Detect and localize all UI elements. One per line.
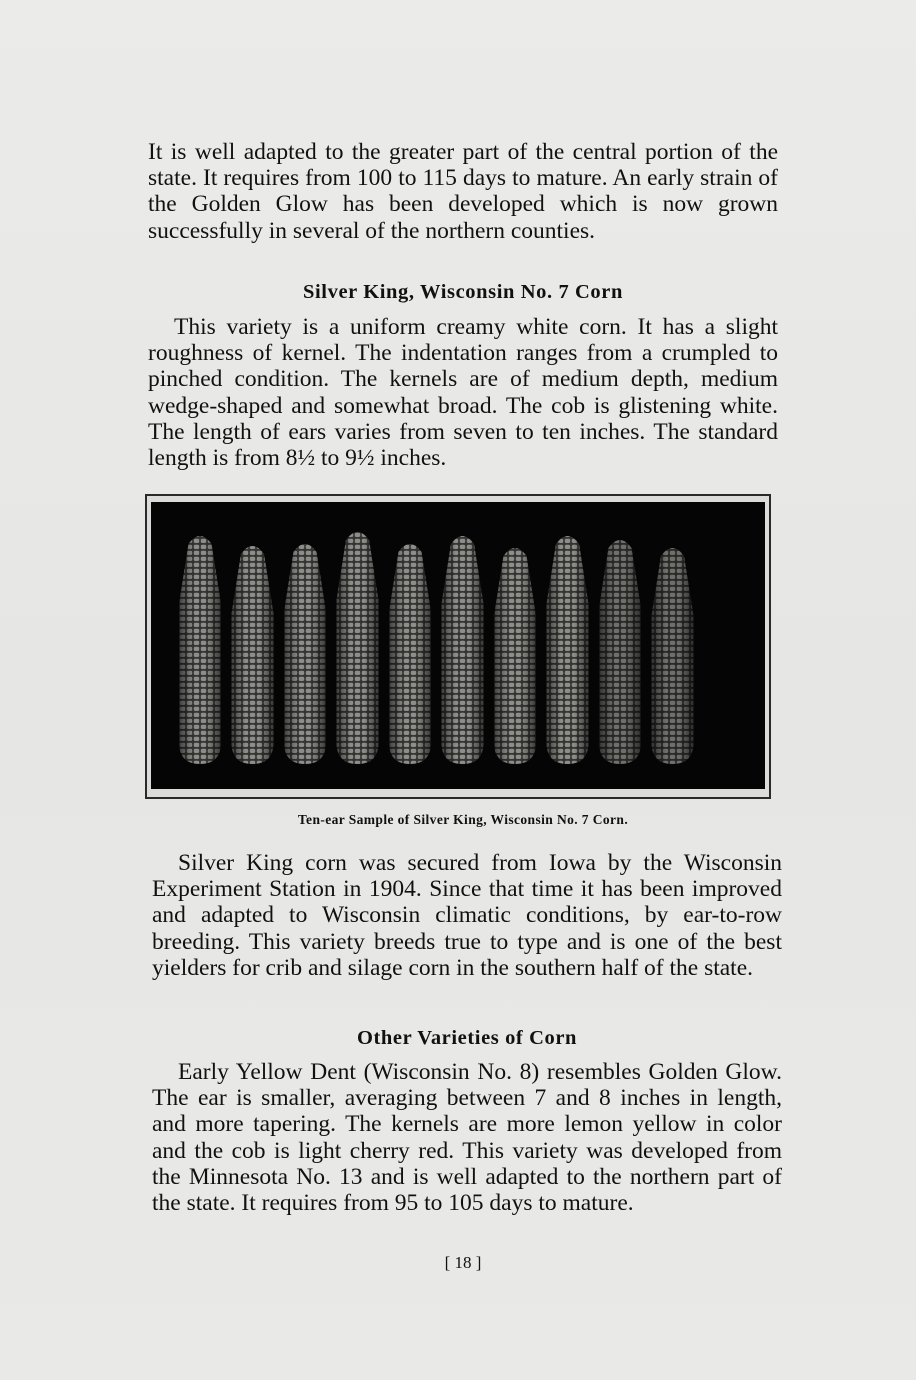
paragraph-text: This variety is a uniform creamy white corn. It has a slight roughness of kernel. The indentation ranges from a crumpled to pinched condition. The kernels are of medium depth, medium wedge-shaped and somewhat broad. The cob is glistening white. The length of ears varies from seven to ten inches. The standard length is from 8½ to 9½ inches.: [148, 314, 778, 472]
corn-ear-shading: [284, 544, 326, 764]
heading-silver-king: Silver King, Wisconsin No. 7 Corn: [303, 281, 623, 303]
figure-caption: Ten-ear Sample of Silver King, Wisconsin No. 7 Corn.: [297, 812, 629, 827]
paragraph-text: Early Yellow Dent (Wisconsin No. 8) resembles Golden Glow. The ear is smaller, averaging between 7 and 8 inches in length, and more tapering. The kernels are more lemon yellow in color and the cob is light cherry red. This variety was developed from the Minnesota No. 13 and is well adapted to the northern part of the state. It requires from 95 to 105 days to mature.: [152, 1059, 782, 1217]
paragraph-text: It is well adapted to the greater part of the central portion of the state. It requires from 100 to 115 days to mature. An early strain of the Golden Glow has been developed which is now grown successfully in several of the northern counties.: [148, 139, 778, 244]
corn-ear-shading: [179, 536, 221, 764]
paragraph-silver-king-history: [152, 850, 782, 981]
corn-ear-shading: [652, 548, 694, 764]
corn-ear-shading: [337, 532, 379, 764]
page-number: [ 18 ]: [444, 1253, 482, 1272]
corn-ear-shading: [389, 544, 431, 764]
corn-ear-shading: [442, 536, 484, 764]
corn-photograph: [145, 494, 771, 799]
corn-ear-shading: [232, 546, 274, 764]
paragraph-text: Silver King corn was secured from Iowa by the Wisconsin Experiment Station in 1904. Since that time it has been improved and adapted to Wisconsin climatic conditions, by ear-to-row breeding. This variety breeds true to type and is one of the best yielders for crib and silage corn in the southern half of the state.: [152, 850, 782, 981]
photo-background: [151, 502, 765, 789]
paragraph-golden-glow-adaptation: [148, 139, 778, 244]
heading-other-varieties: Other Varieties of Corn: [356, 1027, 578, 1049]
paragraph-silver-king-description: [148, 314, 778, 471]
corn-ear-shading: [494, 548, 536, 764]
paragraph-early-yellow-dent: [152, 1059, 782, 1216]
corn-ear-shading: [599, 540, 641, 764]
corn-ear-shading: [547, 536, 589, 764]
corn-ears-image: [151, 502, 765, 789]
